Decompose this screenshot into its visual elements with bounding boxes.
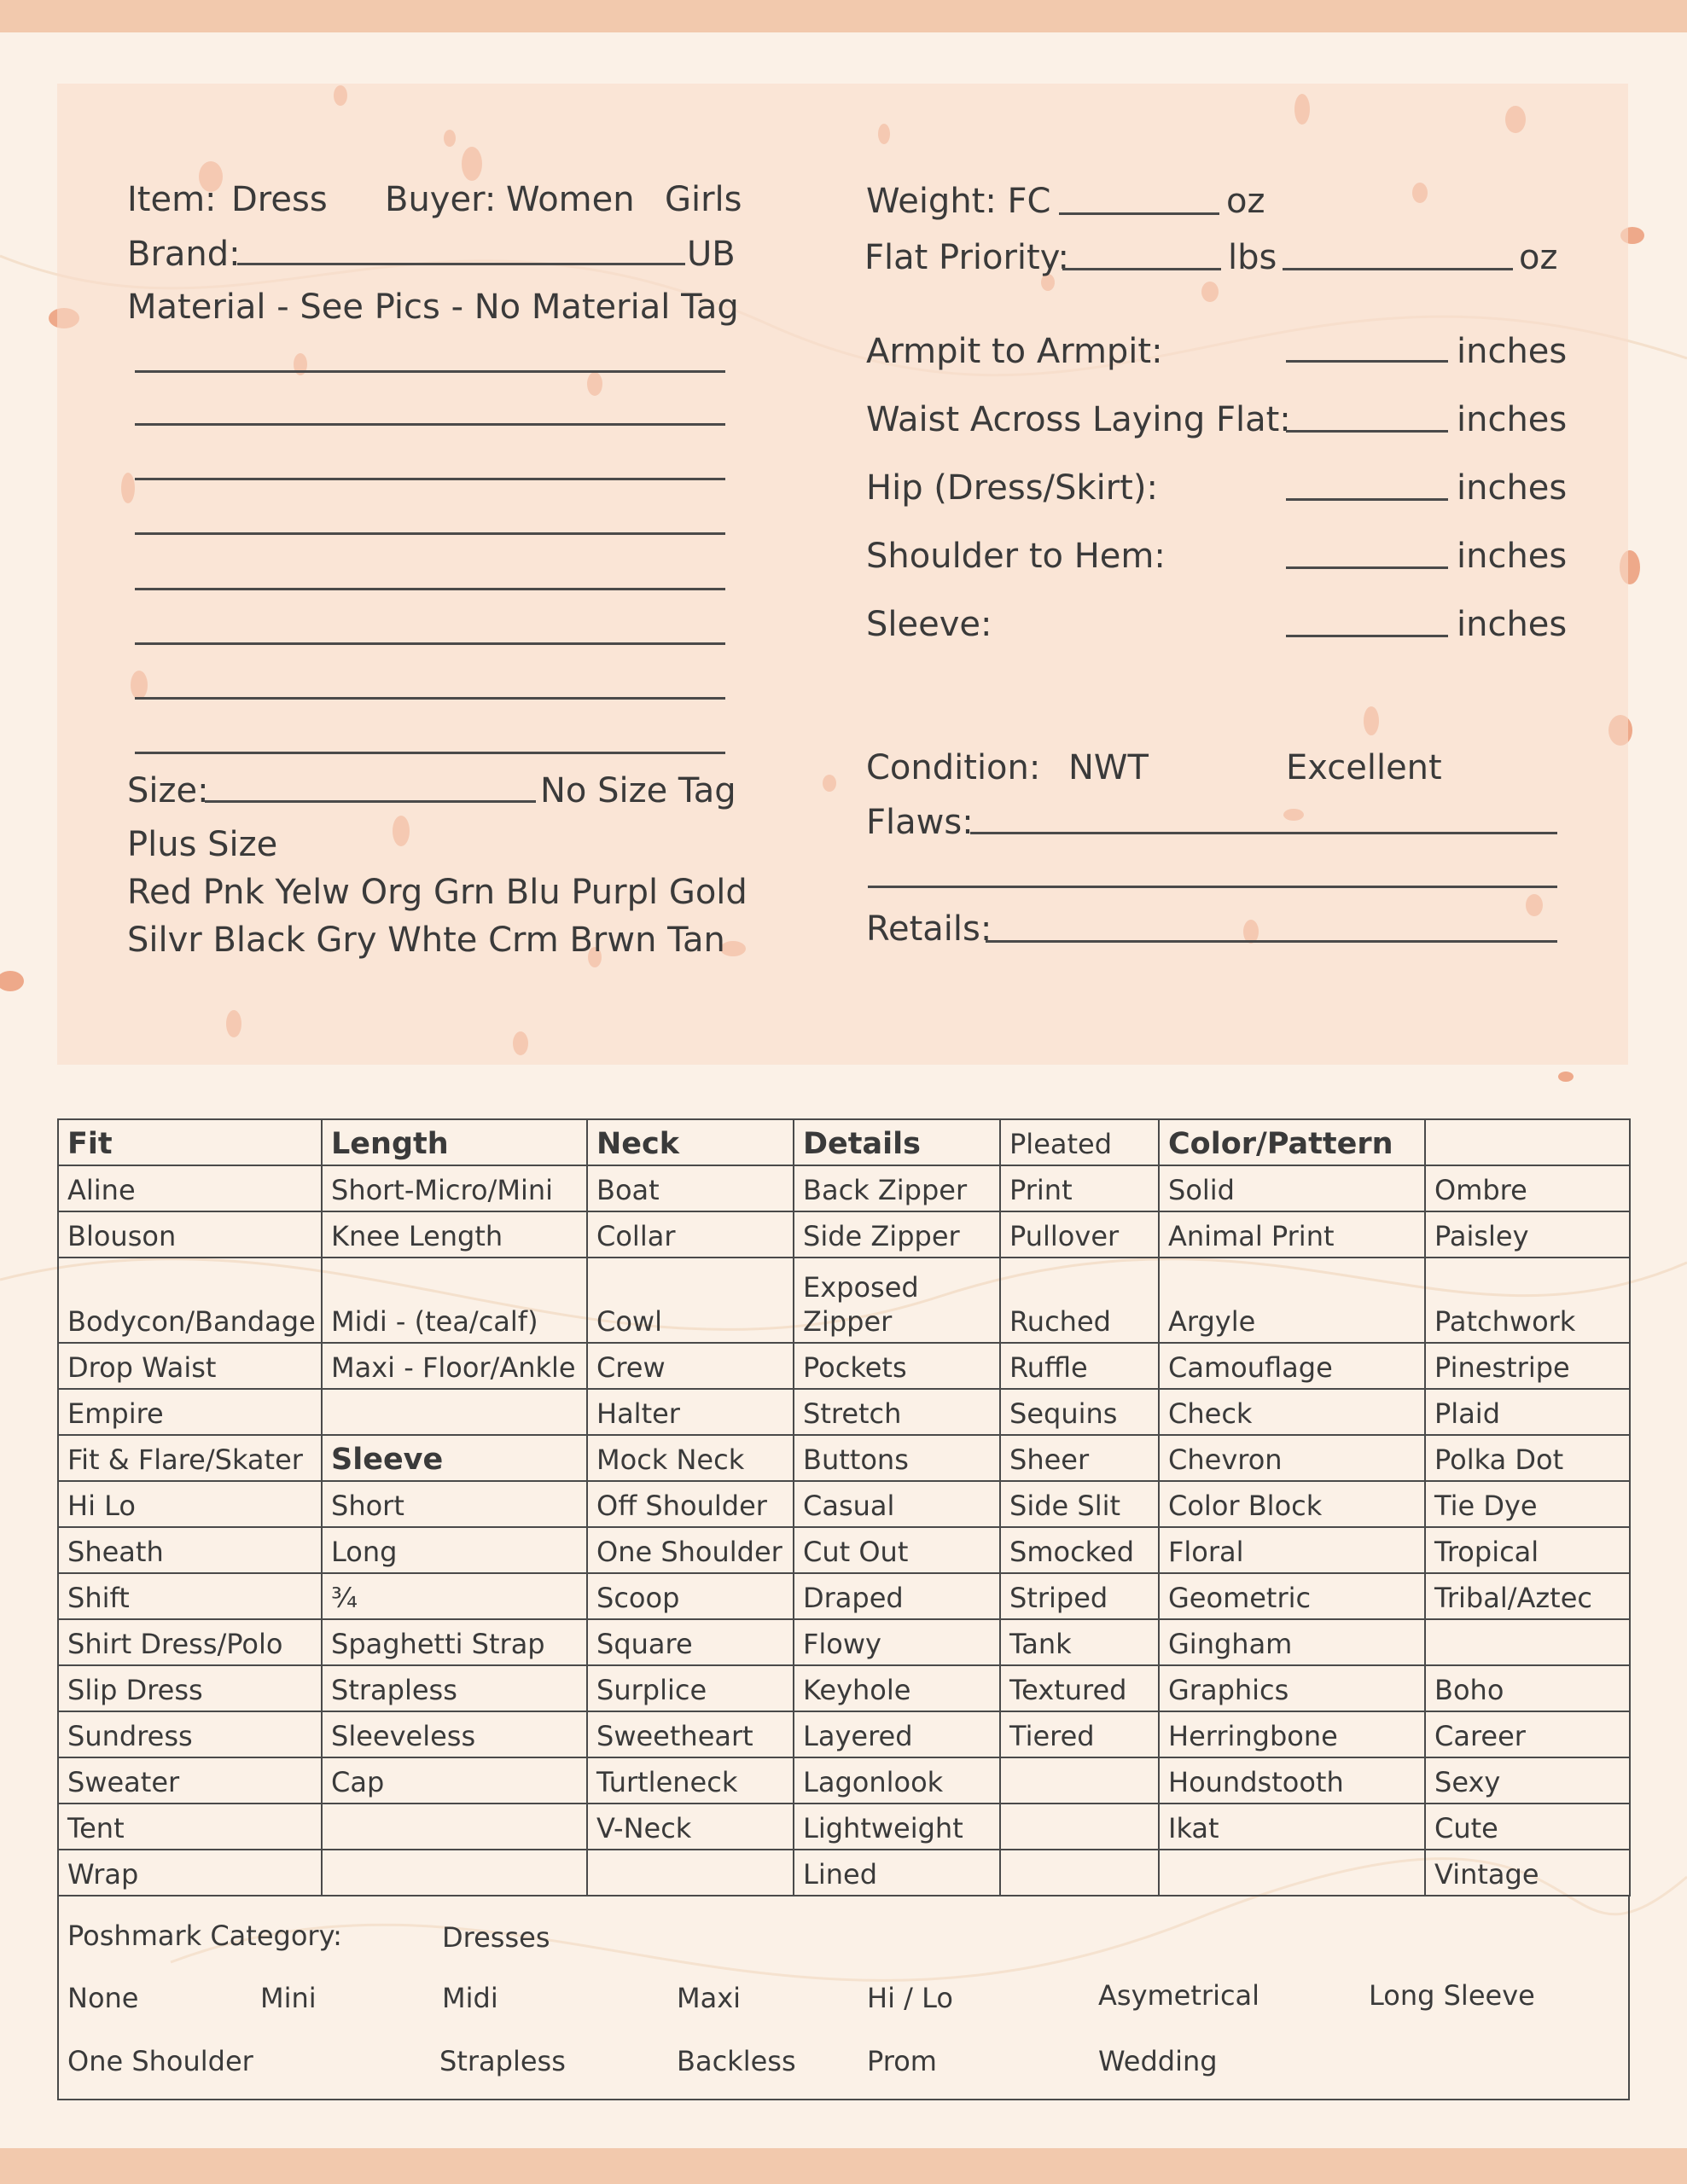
table-cell[interactable]: Aline — [58, 1165, 322, 1211]
table-cell[interactable]: Wrap — [58, 1850, 322, 1896]
table-row — [58, 1850, 1630, 1896]
weight-input-line[interactable] — [1059, 212, 1219, 215]
table-cell[interactable]: Buttons — [794, 1435, 1000, 1481]
table-cell[interactable]: Drop Waist — [58, 1343, 322, 1389]
table-cell[interactable]: Cut Out — [794, 1527, 1000, 1573]
table-row — [58, 1711, 1630, 1757]
table-cell[interactable]: Check — [1159, 1389, 1425, 1435]
poshmark-dresses[interactable]: Dresses — [442, 1921, 550, 1954]
table-cell — [1000, 1850, 1159, 1896]
table-cell[interactable]: Argyle — [1159, 1258, 1425, 1343]
table-cell[interactable]: Lined — [794, 1850, 1000, 1896]
retails-label: Retails: — [866, 909, 992, 949]
table-cell[interactable]: Sweater — [58, 1757, 322, 1804]
table-cell[interactable]: Collar — [587, 1211, 794, 1258]
table-cell — [322, 1850, 587, 1896]
flat-unit-oz: oz — [1519, 238, 1558, 277]
table-cell[interactable]: Paisley — [1425, 1211, 1630, 1258]
table-cell[interactable]: Ruffle — [1000, 1343, 1159, 1389]
poshmark-asymetrical[interactable]: Asymetrical — [1098, 1979, 1260, 2012]
hip-input-line[interactable] — [1286, 498, 1448, 501]
table-cell[interactable]: Sheath — [58, 1527, 322, 1573]
condition-excellent-option[interactable]: Excellent — [1286, 748, 1442, 787]
material-write-line[interactable] — [135, 697, 725, 700]
waist-label: Waist Across Laying Flat: — [866, 400, 1291, 439]
table-cell[interactable]: Fit & Flare/Skater — [58, 1435, 322, 1481]
bottom-band — [0, 2148, 1687, 2184]
table-cell[interactable]: Sexy — [1425, 1757, 1630, 1804]
table-row — [58, 1481, 1630, 1527]
table-header-cell: Color/Pattern — [1159, 1119, 1425, 1165]
table-cell[interactable]: Solid — [1159, 1165, 1425, 1211]
table-row — [58, 1573, 1630, 1619]
brand-label: Brand: — [127, 235, 241, 274]
colors-line-1: Red Pnk Yelw Org Grn Blu Purpl Gold — [127, 873, 748, 912]
table-row — [58, 1343, 1630, 1389]
material-write-line[interactable] — [135, 478, 725, 480]
table-header-cell: Pleated — [1000, 1119, 1159, 1165]
weight-label: Weight: FC — [866, 182, 1051, 221]
table-cell[interactable]: Sheer — [1000, 1435, 1159, 1481]
table-cell[interactable]: Slip Dress — [58, 1665, 322, 1711]
poshmark-midi[interactable]: Midi — [442, 1982, 498, 2014]
table-cell[interactable]: Turtleneck — [587, 1757, 794, 1804]
table-cell[interactable]: Cap — [322, 1757, 587, 1804]
plus-size-option[interactable]: Plus Size — [127, 825, 278, 864]
shoulder-hem-input-line[interactable] — [1286, 566, 1448, 569]
table-cell[interactable]: Patchwork — [1425, 1258, 1630, 1343]
table-row — [58, 1804, 1630, 1850]
table-cell[interactable]: Exposed Zipper — [794, 1258, 1000, 1343]
table-header-row — [58, 1119, 1630, 1165]
table-cell[interactable]: Crew — [587, 1343, 794, 1389]
table-cell[interactable]: Casual — [794, 1481, 1000, 1527]
table-cell[interactable]: Striped — [1000, 1573, 1159, 1619]
table-cell — [1159, 1850, 1425, 1896]
flaws-input-line[interactable] — [970, 832, 1557, 834]
table-cell[interactable]: Flowy — [794, 1619, 1000, 1665]
table-cell[interactable]: Career — [1425, 1711, 1630, 1757]
poshmark-maxi[interactable]: Maxi — [677, 1982, 742, 2014]
table-cell[interactable]: Geometric — [1159, 1573, 1425, 1619]
table-row — [58, 1165, 1630, 1211]
table-row — [58, 1389, 1630, 1435]
shoulder-hem-unit: inches — [1457, 537, 1568, 576]
poshmark-one-shoulder[interactable]: One Shoulder — [67, 2045, 253, 2077]
form-panel — [57, 84, 1628, 1065]
table-row — [58, 1258, 1630, 1343]
table-cell[interactable]: Gingham — [1159, 1619, 1425, 1665]
flaws-label: Flaws: — [866, 803, 974, 842]
poshmark-strapless[interactable]: Strapless — [439, 2045, 566, 2077]
table-cell[interactable]: Print — [1000, 1165, 1159, 1211]
table-cell[interactable]: Scoop — [587, 1573, 794, 1619]
poshmark-long-sleeve[interactable]: Long Sleeve — [1369, 1979, 1535, 2012]
table-cell[interactable]: Square — [587, 1619, 794, 1665]
table-cell[interactable]: V-Neck — [587, 1804, 794, 1850]
table-cell[interactable]: Tribal/Aztec — [1425, 1573, 1630, 1619]
material-line: Material - See Pics - No Material Tag — [127, 288, 739, 327]
table-cell[interactable]: Short-Micro/Mini — [322, 1165, 587, 1211]
material-write-line[interactable] — [135, 752, 725, 754]
flaws-input-line-2[interactable] — [868, 886, 1557, 888]
poshmark-hi-lo[interactable]: Hi / Lo — [867, 1982, 953, 2014]
poshmark-mini[interactable]: Mini — [260, 1982, 317, 2014]
table-cell[interactable]: Stretch — [794, 1389, 1000, 1435]
poshmark-none[interactable]: None — [67, 1982, 139, 2014]
table-cell[interactable]: Maxi - Floor/Ankle — [322, 1343, 587, 1389]
table-cell[interactable]: Surplice — [587, 1665, 794, 1711]
table-cell[interactable]: Empire — [58, 1389, 322, 1435]
waist-unit: inches — [1457, 400, 1568, 439]
table-cell[interactable]: Bodycon/Bandage — [58, 1258, 322, 1343]
table-cell[interactable]: Pockets — [794, 1343, 1000, 1389]
table-cell[interactable]: Shift — [58, 1573, 322, 1619]
item-value: Dress — [231, 180, 328, 219]
table-cell[interactable]: Graphics — [1159, 1665, 1425, 1711]
table-cell[interactable]: Ombre — [1425, 1165, 1630, 1211]
condition-nwt-option[interactable]: NWT — [1068, 748, 1149, 787]
material-write-line[interactable] — [135, 423, 725, 426]
table-cell[interactable]: Pinestripe — [1425, 1343, 1630, 1389]
table-header-cell: Length — [322, 1119, 587, 1165]
waist-input-line[interactable] — [1286, 430, 1448, 433]
table-cell[interactable]: ¾ — [322, 1573, 587, 1619]
table-cell[interactable]: Tropical — [1425, 1527, 1630, 1573]
table-header-cell: Details — [794, 1119, 1000, 1165]
size-input-line[interactable] — [205, 800, 536, 803]
table-cell — [322, 1804, 587, 1850]
poshmark-category-section — [57, 1895, 1630, 2100]
item-label: Item: — [127, 180, 217, 219]
table-cell[interactable]: Tent — [58, 1804, 322, 1850]
sleeve-unit: inches — [1457, 605, 1568, 644]
table-cell[interactable]: Vintage — [1425, 1850, 1630, 1896]
table-cell[interactable]: Sleeveless — [322, 1711, 587, 1757]
brand-ub-option[interactable]: UB — [687, 235, 736, 274]
table-cell[interactable]: Camouflage — [1159, 1343, 1425, 1389]
table-cell[interactable]: Chevron — [1159, 1435, 1425, 1481]
brand-input-line[interactable] — [237, 263, 685, 265]
table-cell[interactable]: Boho — [1425, 1665, 1630, 1711]
table-cell[interactable]: Ruched — [1000, 1258, 1159, 1343]
table-cell — [1000, 1757, 1159, 1804]
table-cell — [322, 1389, 587, 1435]
table-header-cell: Neck — [587, 1119, 794, 1165]
table-cell[interactable]: Midi - (tea/calf) — [322, 1258, 587, 1343]
table-cell[interactable]: Tie Dye — [1425, 1481, 1630, 1527]
armpit-label: Armpit to Armpit: — [866, 332, 1163, 371]
flat-unit-lbs: lbs — [1228, 238, 1277, 277]
armpit-unit: inches — [1457, 332, 1568, 371]
table-cell[interactable]: Plaid — [1425, 1389, 1630, 1435]
colors-line-2: Silvr Black Gry Whte Crm Brwn Tan — [127, 921, 725, 960]
table-cell[interactable]: Short — [322, 1481, 587, 1527]
table-cell[interactable]: Side Slit — [1000, 1481, 1159, 1527]
table-row — [58, 1211, 1630, 1258]
table-cell[interactable]: Draped — [794, 1573, 1000, 1619]
flat-oz-input-line[interactable] — [1283, 268, 1513, 270]
table-cell — [587, 1850, 794, 1896]
poshmark-prom[interactable]: Prom — [867, 2045, 937, 2077]
table-cell[interactable]: One Shoulder — [587, 1527, 794, 1573]
no-size-tag-option[interactable]: No Size Tag — [540, 771, 736, 810]
material-write-line[interactable] — [135, 588, 725, 590]
table-cell[interactable]: Spaghetti Strap — [322, 1619, 587, 1665]
sleeve-label: Sleeve: — [866, 605, 992, 644]
armpit-input-line[interactable] — [1286, 360, 1448, 363]
table-cell[interactable]: Blouson — [58, 1211, 322, 1258]
sleeve-input-line[interactable] — [1286, 635, 1448, 637]
table-row — [58, 1757, 1630, 1804]
table-row — [58, 1665, 1630, 1711]
table-cell[interactable]: Lightweight — [794, 1804, 1000, 1850]
table-cell[interactable]: Floral — [1159, 1527, 1425, 1573]
material-write-line[interactable] — [135, 642, 725, 645]
table-row — [58, 1435, 1630, 1481]
table-cell[interactable]: Long — [322, 1527, 587, 1573]
table-cell[interactable]: Halter — [587, 1389, 794, 1435]
poshmark-wedding[interactable]: Wedding — [1098, 2045, 1218, 2077]
retails-input-line[interactable] — [986, 940, 1557, 943]
table-cell[interactable]: Ikat — [1159, 1804, 1425, 1850]
table-cell[interactable]: Layered — [794, 1711, 1000, 1757]
size-label: Size: — [127, 771, 209, 810]
table-header-cell — [1425, 1119, 1630, 1165]
table-row — [58, 1527, 1630, 1573]
table-cell[interactable]: Strapless — [322, 1665, 587, 1711]
table-cell[interactable]: Smocked — [1000, 1527, 1159, 1573]
table-cell[interactable]: Shirt Dress/Polo — [58, 1619, 322, 1665]
flat-lbs-input-line[interactable] — [1062, 268, 1221, 270]
buyer-women-option[interactable]: Women — [506, 180, 635, 219]
table-cell[interactable]: Pullover — [1000, 1211, 1159, 1258]
buyer-girls-option[interactable]: Girls — [665, 180, 742, 219]
condition-label: Condition: — [866, 748, 1041, 787]
table-cell[interactable]: Sweetheart — [587, 1711, 794, 1757]
table-cell[interactable]: Hi Lo — [58, 1481, 322, 1527]
table-cell[interactable]: Tank — [1000, 1619, 1159, 1665]
table-cell[interactable]: Back Zipper — [794, 1165, 1000, 1211]
poshmark-category-label: Poshmark Category: — [67, 1920, 342, 1952]
table-cell[interactable]: Mock Neck — [587, 1435, 794, 1481]
table-cell[interactable]: Sequins — [1000, 1389, 1159, 1435]
table-cell[interactable]: Animal Print — [1159, 1211, 1425, 1258]
hip-label: Hip (Dress/Skirt): — [866, 468, 1158, 508]
table-cell[interactable]: Sundress — [58, 1711, 322, 1757]
table-cell[interactable]: Off Shoulder — [587, 1481, 794, 1527]
table-cell[interactable]: Knee Length — [322, 1211, 587, 1258]
table-cell[interactable]: Boat — [587, 1165, 794, 1211]
table-cell[interactable]: Side Zipper — [794, 1211, 1000, 1258]
table-row — [58, 1619, 1630, 1665]
table-cell[interactable]: Keyhole — [794, 1665, 1000, 1711]
material-write-line[interactable] — [135, 532, 725, 535]
table-cell[interactable]: Cowl — [587, 1258, 794, 1343]
buyer-label: Buyer: — [385, 180, 497, 219]
table-cell[interactable]: Herringbone — [1159, 1711, 1425, 1757]
table-cell[interactable]: Lagonlook — [794, 1757, 1000, 1804]
weight-unit: oz — [1226, 182, 1265, 221]
material-write-line[interactable] — [135, 370, 725, 373]
table-cell[interactable]: Houndstooth — [1159, 1757, 1425, 1804]
poshmark-backless[interactable]: Backless — [677, 2045, 796, 2077]
table-cell: Sleeve — [322, 1435, 587, 1481]
table-header-cell: Fit — [58, 1119, 322, 1165]
table-cell — [1000, 1804, 1159, 1850]
shoulder-hem-label: Shoulder to Hem: — [866, 537, 1166, 576]
table-cell[interactable]: Cute — [1425, 1804, 1630, 1850]
flat-priority-label: Flat Priority: — [864, 238, 1069, 277]
table-cell[interactable]: Tiered — [1000, 1711, 1159, 1757]
table-cell[interactable]: Textured — [1000, 1665, 1159, 1711]
hip-unit: inches — [1457, 468, 1568, 508]
table-cell — [1425, 1619, 1630, 1665]
table-cell[interactable]: Polka Dot — [1425, 1435, 1630, 1481]
table-cell[interactable]: Color Block — [1159, 1481, 1425, 1527]
